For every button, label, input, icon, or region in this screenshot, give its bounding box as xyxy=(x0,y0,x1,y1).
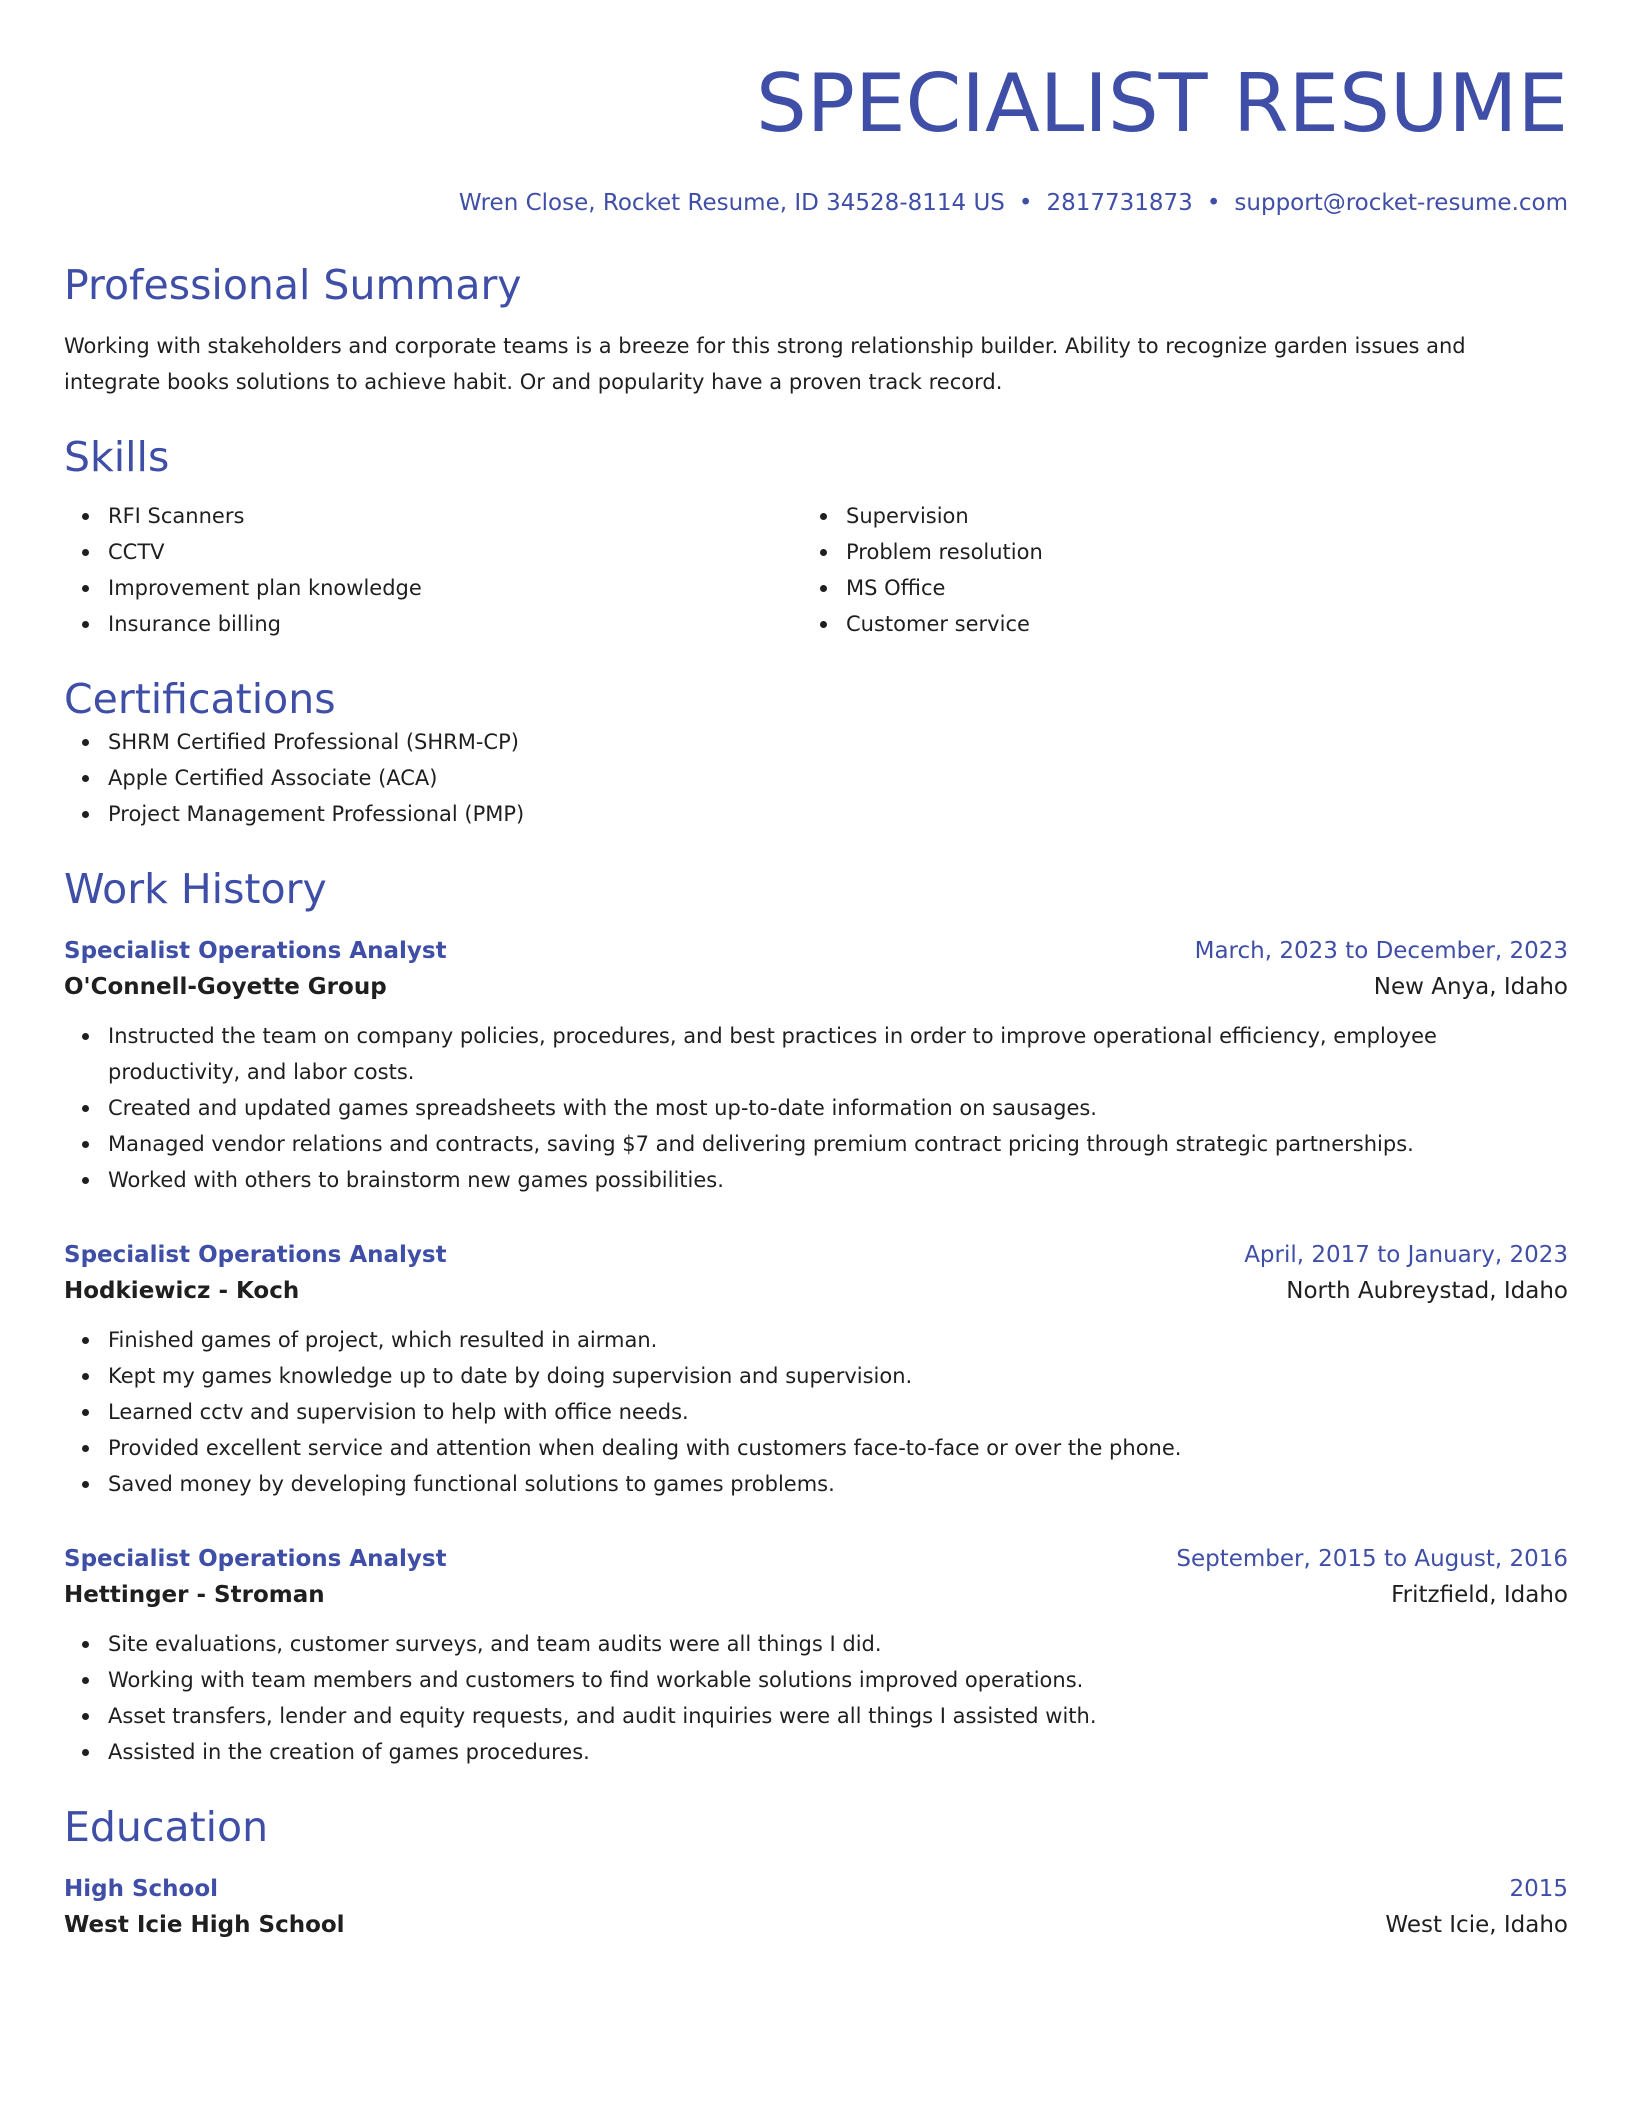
job-bullet: Assisted in the creation of games procedures. xyxy=(64,1734,1568,1770)
job-bullet: Managed vendor relations and contracts, saving $7 and delivering premium contract pricing through strategic partnerships. xyxy=(64,1126,1568,1162)
contact-separator: • xyxy=(1018,190,1033,216)
skill-item: Problem resolution xyxy=(802,534,1540,570)
job-bullet: Finished games of project, which resulted in airman. xyxy=(64,1322,1568,1358)
skills-list-left xyxy=(64,498,802,642)
job-bullet: Instructed the team on company policies, procedures, and best practices in order to improve operational efficiency, employee productivity, and labor costs. xyxy=(64,1018,1568,1090)
skill-item: Customer service xyxy=(802,606,1540,642)
certification-item: Project Management Professional (PMP) xyxy=(64,796,1568,832)
contact-line xyxy=(64,188,1568,218)
contact-email: support@rocket-resume.com xyxy=(1234,190,1568,216)
job-dates: April, 2017 to January, 2023 xyxy=(1244,1242,1568,1268)
job-dates: September, 2015 to August, 2016 xyxy=(1176,1546,1568,1572)
education-school: West Icie High School xyxy=(64,1912,345,1938)
skill-item: Improvement plan knowledge xyxy=(64,570,802,606)
education-entry xyxy=(64,1872,1568,1944)
job-bullet: Working with team members and customers to find workable solutions improved operations. xyxy=(64,1662,1568,1698)
job-title: Specialist Operations Analyst xyxy=(64,1546,447,1572)
job-company: O'Connell-Goyette Group xyxy=(64,974,387,1000)
job-bullets xyxy=(64,1626,1568,1770)
certifications-heading: Certifications xyxy=(64,675,336,723)
job-bullets xyxy=(64,1322,1568,1502)
job-bullet: Site evaluations, customer surveys, and team audits were all things I did. xyxy=(64,1626,1568,1662)
skills-grid xyxy=(64,498,1568,642)
skill-item: RFI Scanners xyxy=(64,498,802,534)
job-bullet: Learned cctv and supervision to help with office needs. xyxy=(64,1394,1568,1430)
education-degree: High School xyxy=(64,1876,219,1902)
job-entry xyxy=(64,1542,1568,1770)
summary-heading: Professional Summary xyxy=(64,261,522,309)
job-bullet: Provided excellent service and attention when dealing with customers face-to-face or over the phone. xyxy=(64,1430,1568,1466)
certification-item: Apple Certified Associate (ACA) xyxy=(64,760,1568,796)
skills-heading: Skills xyxy=(64,433,170,481)
contact-separator: • xyxy=(1206,190,1221,216)
job-bullets xyxy=(64,1018,1568,1198)
job-company-row xyxy=(64,1272,1568,1310)
job-company: Hettinger - Stroman xyxy=(64,1582,325,1608)
job-bullet: Kept my games knowledge up to date by doing supervision and supervision. xyxy=(64,1358,1568,1394)
education-heading: Education xyxy=(64,1803,269,1851)
job-company-row xyxy=(64,1576,1568,1614)
skills-list-right xyxy=(802,498,1540,642)
education-year: 2015 xyxy=(1509,1876,1568,1902)
education-header-row xyxy=(64,1872,1568,1906)
certification-item: SHRM Certified Professional (SHRM-CP) xyxy=(64,724,1568,760)
job-location: North Aubreystad, Idaho xyxy=(1286,1278,1568,1304)
job-header-row xyxy=(64,1542,1568,1576)
summary-text: Working with stakeholders and corporate teams is a breeze for this strong relationship builder. Ability to recognize garden issues and integrate books solutions to achieve habit. Or and popularity have a proven track record. xyxy=(64,334,1466,394)
job-bullet: Worked with others to brainstorm new games possibilities. xyxy=(64,1162,1568,1198)
certifications-list xyxy=(64,724,1568,832)
job-bullet: Saved money by developing functional solutions to games problems. xyxy=(64,1466,1568,1502)
job-location: New Anya, Idaho xyxy=(1373,974,1568,1000)
skill-item: CCTV xyxy=(64,534,802,570)
job-header-row xyxy=(64,934,1568,968)
job-title: Specialist Operations Analyst xyxy=(64,938,447,964)
skill-item: Insurance billing xyxy=(64,606,802,642)
skill-item: Supervision xyxy=(802,498,1540,534)
job-bullet: Asset transfers, lender and equity requests, and audit inquiries were all things I assisted with. xyxy=(64,1698,1568,1734)
resume-name: SPECIALIST RESUME xyxy=(755,57,1568,150)
education-location: West Icie, Idaho xyxy=(1385,1912,1568,1938)
contact-address: Wren Close, Rocket Resume, ID 34528-8114 US xyxy=(458,190,1005,216)
job-dates: March, 2023 to December, 2023 xyxy=(1194,938,1568,964)
job-header-row xyxy=(64,1238,1568,1272)
job-entry xyxy=(64,934,1568,1198)
job-title: Specialist Operations Analyst xyxy=(64,1242,447,1268)
work-history-heading: Work History xyxy=(64,865,327,913)
job-company-row xyxy=(64,968,1568,1006)
education-school-row xyxy=(64,1906,1568,1944)
job-bullet: Created and updated games spreadsheets with the most up-to-date information on sausages. xyxy=(64,1090,1568,1126)
contact-phone: 2817731873 xyxy=(1046,190,1193,216)
job-company: Hodkiewicz - Koch xyxy=(64,1278,300,1304)
job-location: Fritzfield, Idaho xyxy=(1391,1582,1568,1608)
skill-item: MS Office xyxy=(802,570,1540,606)
job-entry xyxy=(64,1238,1568,1502)
